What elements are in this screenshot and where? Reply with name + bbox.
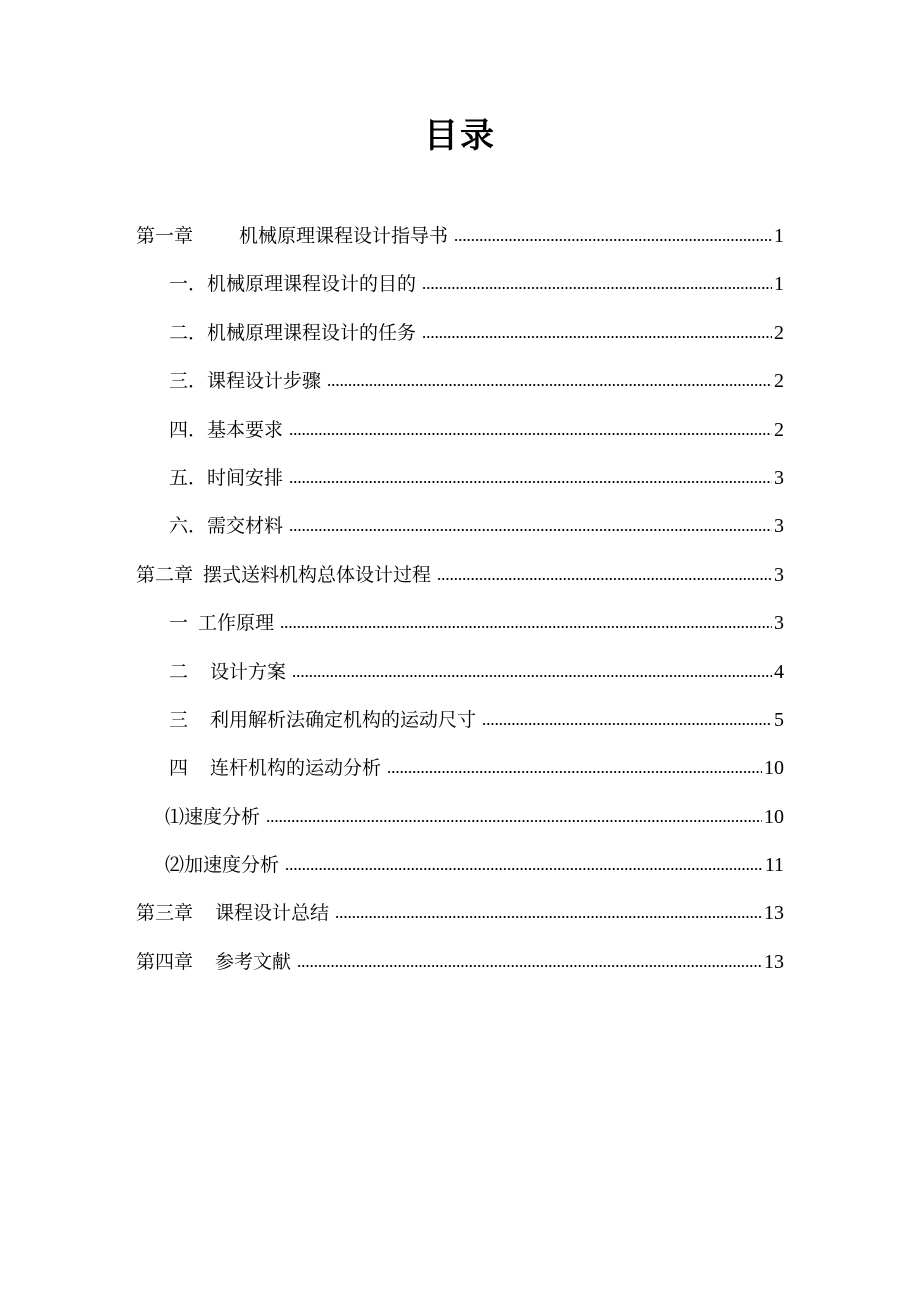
toc-entry[interactable] xyxy=(136,296,784,344)
toc-entry-number: ⑵ xyxy=(165,854,185,877)
toc-entry-page-number: 2 xyxy=(774,370,784,393)
toc-dot-leader xyxy=(327,382,772,388)
toc-entry-page-number: 1 xyxy=(774,273,784,296)
toc-entry-page-number: 10 xyxy=(764,805,784,828)
toc-entry[interactable] xyxy=(136,732,784,780)
toc-entry[interactable] xyxy=(136,442,784,490)
toc-entry-number: 四 xyxy=(169,757,189,780)
toc-dot-leader xyxy=(289,527,772,533)
toc-entry-number: 第二章 xyxy=(136,563,194,586)
toc-dot-leader xyxy=(289,479,772,485)
toc-entry-page-number: 13 xyxy=(764,902,784,925)
toc-entry-number: 第四章 xyxy=(136,950,194,973)
toc-entry[interactable] xyxy=(136,490,784,538)
toc-entry-title: 基本要求 xyxy=(207,418,284,441)
toc-entry-page-number: 11 xyxy=(764,854,784,877)
toc-entry-label xyxy=(136,950,291,974)
toc-entry-label xyxy=(169,514,283,538)
toc-entry-page-number: 3 xyxy=(774,515,784,538)
toc-entry-number: 六． xyxy=(169,515,208,538)
toc-entry-page-number: 4 xyxy=(774,660,784,683)
toc-entry-label xyxy=(136,901,329,925)
toc-entry[interactable] xyxy=(136,393,784,441)
toc-entry-number: 一． xyxy=(169,273,208,296)
toc-entry-title: 设计方案 xyxy=(210,660,287,683)
page-title: 目录 xyxy=(424,116,496,156)
toc-entry-title: 加速度分析 xyxy=(184,854,280,877)
toc-entry-number: 第三章 xyxy=(136,902,194,925)
toc-entry-title: 时间安排 xyxy=(207,466,284,489)
toc-entry-page-number: 3 xyxy=(774,612,784,635)
toc-entry-title: 机械原理课程设计的目的 xyxy=(207,273,417,296)
toc-entry-page-number: 10 xyxy=(764,757,784,780)
toc-entry-page-number: 3 xyxy=(774,563,784,586)
toc-entry-title: 需交材料 xyxy=(207,515,284,538)
toc-entry-number: ⑴ xyxy=(165,805,185,828)
toc-dot-leader xyxy=(437,576,772,582)
toc-entry-number: 五． xyxy=(169,466,208,489)
toc-entry-page-number: 1 xyxy=(774,225,784,247)
toc-entry-title: 工作原理 xyxy=(198,612,275,635)
toc-entry-label xyxy=(165,853,279,877)
toc-entry-title: 机械原理课程设计指导书 xyxy=(239,225,449,247)
toc-dot-leader xyxy=(454,237,772,243)
toc-dot-leader xyxy=(387,769,762,775)
toc-entry-title: 利用解析法确定机构的运动尺寸 xyxy=(210,708,477,731)
toc-dot-leader xyxy=(422,285,772,291)
toc-entry-page-number: 2 xyxy=(774,418,784,441)
toc-dot-leader xyxy=(266,818,762,824)
toc-entry-label xyxy=(169,321,416,345)
toc-entry[interactable] xyxy=(136,684,784,732)
toc-entry-title: 参考文献 xyxy=(215,950,292,973)
toc-entry[interactable] xyxy=(136,925,784,973)
toc-dot-leader xyxy=(422,334,772,340)
toc-dot-leader xyxy=(482,721,772,727)
toc-entry-title: 机械原理课程设计的任务 xyxy=(207,321,417,344)
toc-entry-label xyxy=(169,611,274,635)
toc-entry-number: 四． xyxy=(169,418,208,441)
toc-entry[interactable] xyxy=(136,780,784,828)
toc-entry-label xyxy=(169,369,321,393)
toc-entry-number: 第一章 xyxy=(136,225,194,247)
table-of-contents xyxy=(136,214,784,974)
toc-entry-number: 三． xyxy=(169,370,208,393)
toc-entry-title: 摆式送料机构总体设计过程 xyxy=(203,563,432,586)
toc-dot-leader xyxy=(285,866,763,872)
toc-dot-leader xyxy=(335,914,762,920)
toc-entry-page-number: 5 xyxy=(774,708,784,731)
toc-entry-number: 二． xyxy=(169,321,208,344)
toc-entry-label xyxy=(136,224,448,248)
toc-entry-label xyxy=(169,756,381,780)
toc-dot-leader xyxy=(292,673,772,679)
toc-entry[interactable] xyxy=(136,829,784,877)
toc-entry-label xyxy=(169,660,286,684)
toc-entry-label xyxy=(165,805,260,829)
toc-entry-title: 课程设计总结 xyxy=(215,902,330,925)
toc-entry[interactable] xyxy=(136,214,784,248)
toc-entry-title: 速度分析 xyxy=(184,805,261,828)
toc-entry[interactable] xyxy=(136,345,784,393)
toc-entry-label xyxy=(169,466,283,490)
toc-dot-leader xyxy=(297,963,762,969)
toc-entry[interactable] xyxy=(136,635,784,683)
toc-entry-page-number: 13 xyxy=(764,950,784,973)
toc-entry-title: 连杆机构的运动分析 xyxy=(210,757,382,780)
toc-entry-page-number: 3 xyxy=(774,466,784,489)
toc-entry-number: 一 xyxy=(169,612,189,635)
toc-entry[interactable] xyxy=(136,587,784,635)
toc-dot-leader xyxy=(280,624,772,630)
toc-entry-label xyxy=(169,418,283,442)
toc-entry-title: 课程设计步骤 xyxy=(207,370,322,393)
toc-dot-leader xyxy=(289,431,772,437)
toc-entry-label xyxy=(169,272,416,296)
toc-entry[interactable] xyxy=(136,538,784,586)
toc-entry[interactable] xyxy=(136,877,784,925)
toc-entry-page-number: 2 xyxy=(774,321,784,344)
toc-entry-number: 三 xyxy=(169,708,189,731)
toc-entry[interactable] xyxy=(136,248,784,296)
toc-entry-label xyxy=(136,563,431,587)
toc-entry-number: 二 xyxy=(169,660,189,683)
toc-entry-label xyxy=(169,708,476,732)
